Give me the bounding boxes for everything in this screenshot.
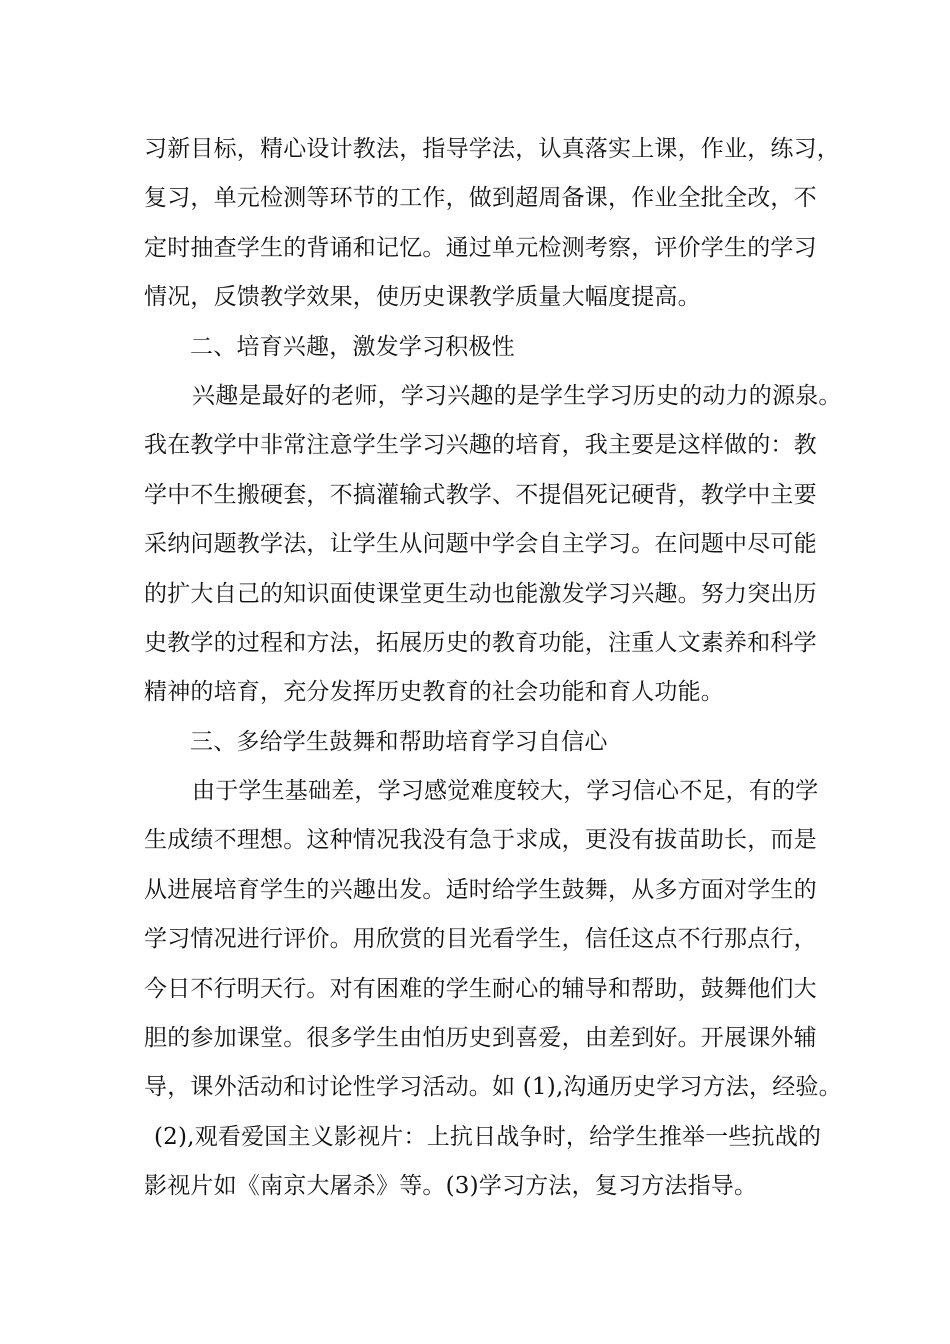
body-text-line: 今日不行明天行。对有困难的学生耐心的辅导和帮助，鼓舞他们大 xyxy=(144,975,817,1002)
body-text-line: 采纳问题教学法，让学生从问题中学会自主学习。在问题中尽可能 xyxy=(144,531,817,558)
body-text-line: 学习情况进行评价。用欣赏的目光看学生，信任这点不行那点行， xyxy=(144,926,817,953)
paragraph-first-line: 由于学生基础差，学习感觉难度较大，学习信心不足，有的学 xyxy=(192,778,819,805)
body-text-line: 史教学的过程和方法，拓展历史的教育功能，注重人文素养和科学 xyxy=(144,629,817,656)
body-text-line: 情况，反馈教学效果，使历史课教学质量大幅度提高。 xyxy=(144,284,701,311)
body-text-line: 从进展培育学生的兴趣出发。适时给学生鼓舞，从多方面对学生的 xyxy=(144,876,817,903)
body-text-line: 影视片如《南京大屠杀》等。(3)学习方法，复习方法指导。 xyxy=(144,1173,758,1200)
body-text-line: 我在教学中非常注意学生学习兴趣的培育，我主要是这样做的：教 xyxy=(144,432,817,459)
body-text-line: 导，课外活动和讨论性学习活动。如 (1),沟通历史学习方法，经验。 xyxy=(144,1074,842,1101)
body-text-line: 复习，单元检测等环节的工作，做到超周备课，作业全批全改，不 xyxy=(144,185,817,212)
body-text-line: 习新目标，精心设计教法，指导学法，认真落实上课，作业，练习， xyxy=(144,136,840,162)
paragraph-first-line: 兴趣是最好的老师，学习兴趣的是学生学习历史的动力的源泉。 xyxy=(192,382,842,409)
section-heading: 二、培育兴趣，激发学习积极性 xyxy=(190,333,515,360)
section-heading: 三、多给学生鼓舞和帮助培育学习自信心 xyxy=(190,728,608,755)
body-text-line: 精神的培育，充分发挥历史教育的社会功能和育人功能。 xyxy=(144,679,724,706)
body-text-line: 胆的参加课堂。很多学生由怕历史到喜爱，由差到好。开展课外辅 xyxy=(144,1025,817,1052)
body-text-line: (2),观看爱国主义影视片：上抗日战争时，给学生推举一些抗战的 xyxy=(154,1123,822,1150)
body-text-line: 定时抽查学生的背诵和记忆。通过单元检测考察，评价学生的学习 xyxy=(144,234,817,261)
body-text-line: 的扩大自己的知识面使课堂更生动也能激发学习兴趣。努力突出历 xyxy=(144,580,817,607)
document-page xyxy=(144,125,842,1212)
body-text-line: 生成绩不理想。这种情况我没有急于求成，更没有拔苗助长，而是 xyxy=(144,827,817,854)
body-text-line: 学中不生搬硬套，不搞灌输式教学、不提倡死记硬背，教学中主要 xyxy=(144,481,817,508)
